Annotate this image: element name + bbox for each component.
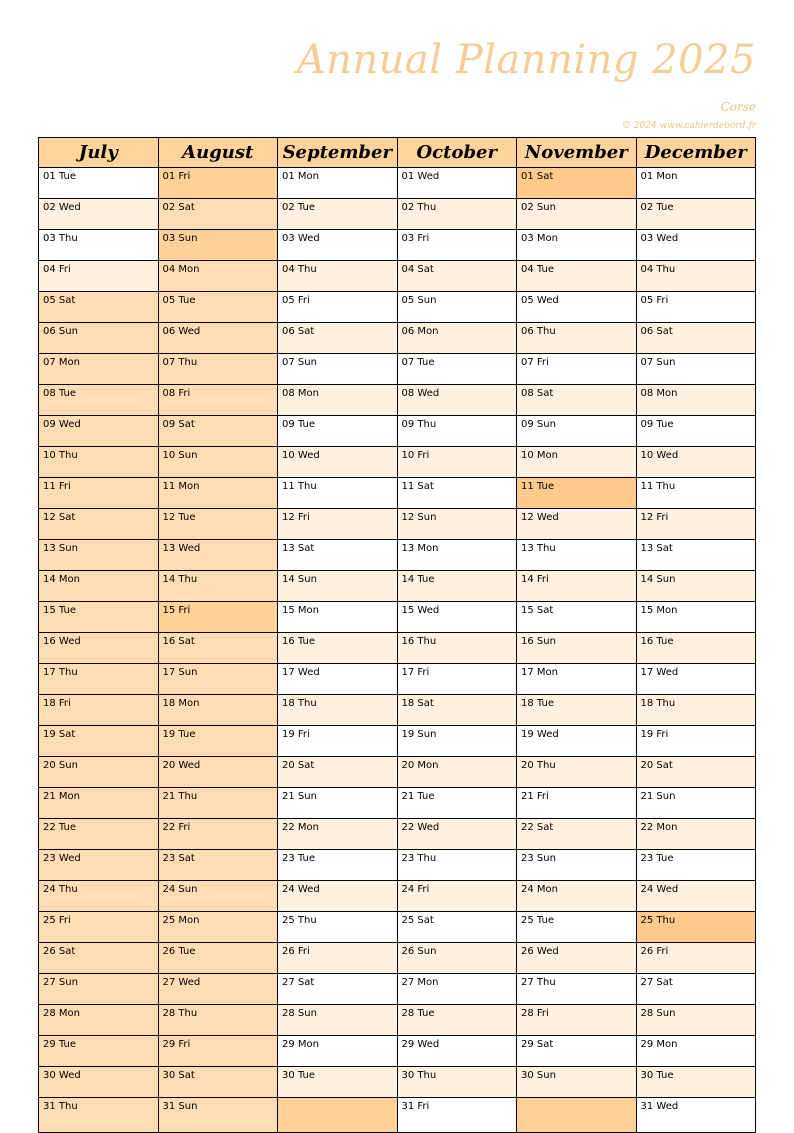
day-cell[interactable]: 05 Tue	[158, 292, 278, 323]
month-header-october: October	[397, 138, 517, 168]
day-cell[interactable]: 05 Wed	[517, 292, 637, 323]
day-cell[interactable]: 29 Sat	[517, 1036, 637, 1067]
day-row	[39, 571, 756, 602]
day-cell[interactable]: 15 Wed	[397, 602, 517, 633]
day-row	[39, 354, 756, 385]
day-cell[interactable]: 20 Thu	[517, 757, 637, 788]
day-cell[interactable]: 17 Sun	[158, 664, 278, 695]
day-cell[interactable]: 26 Fri	[278, 943, 398, 974]
day-cell[interactable]: 06 Sat	[278, 323, 398, 354]
day-cell[interactable]: 02 Wed	[39, 199, 159, 230]
day-cell[interactable]: 09 Tue	[636, 416, 756, 447]
day-cell[interactable]: 24 Sun	[158, 881, 278, 912]
month-header-row	[39, 138, 756, 168]
day-row	[39, 447, 756, 478]
day-cell[interactable]: 10 Thu	[39, 447, 159, 478]
day-row	[39, 602, 756, 633]
day-cell[interactable]: 01 Tue	[39, 168, 159, 199]
day-cell[interactable]: 16 Sat	[158, 633, 278, 664]
day-cell[interactable]: 20 Mon	[397, 757, 517, 788]
day-cell[interactable]: 26 Sat	[39, 943, 159, 974]
day-cell[interactable]: 19 Sat	[39, 726, 159, 757]
day-row	[39, 726, 756, 757]
day-cell[interactable]: 06 Wed	[158, 323, 278, 354]
day-cell[interactable]: 09 Sat	[158, 416, 278, 447]
day-row	[39, 1005, 756, 1036]
day-cell[interactable]: 13 Thu	[517, 540, 637, 571]
day-cell[interactable]: 02 Sat	[158, 199, 278, 230]
day-row	[39, 1036, 756, 1067]
day-cell[interactable]: 01 Mon	[278, 168, 398, 199]
day-row	[39, 850, 756, 881]
day-cell[interactable]: 16 Wed	[39, 633, 159, 664]
day-cell[interactable]: 23 Wed	[39, 850, 159, 881]
day-cell[interactable]: 11 Thu	[636, 478, 756, 509]
day-cell[interactable]: 18 Thu	[278, 695, 398, 726]
day-cell[interactable]: 03 Mon	[517, 230, 637, 261]
day-cell[interactable]: 18 Mon	[158, 695, 278, 726]
day-cell[interactable]: 12 Sun	[397, 509, 517, 540]
day-cell[interactable]: 24 Fri	[397, 881, 517, 912]
day-cell[interactable]: 12 Tue	[158, 509, 278, 540]
day-cell[interactable]: 18 Sat	[397, 695, 517, 726]
day-cell[interactable]: 26 Sun	[397, 943, 517, 974]
day-cell[interactable]: 10 Wed	[278, 447, 398, 478]
day-cell[interactable]: 26 Wed	[517, 943, 637, 974]
day-cell[interactable]: 02 Thu	[397, 199, 517, 230]
day-row	[39, 323, 756, 354]
day-row	[39, 664, 756, 695]
day-cell[interactable]: 06 Mon	[397, 323, 517, 354]
day-cell[interactable]: 31 Sun	[158, 1098, 278, 1133]
day-cell[interactable]: 22 Tue	[39, 819, 159, 850]
day-cell[interactable]: 24 Mon	[517, 881, 637, 912]
day-cell[interactable]: 03 Sun	[158, 230, 278, 261]
day-cell[interactable]: 09 Tue	[278, 416, 398, 447]
day-row	[39, 943, 756, 974]
month-header-july: July	[39, 138, 159, 168]
day-cell[interactable]: 01 Mon	[636, 168, 756, 199]
day-cell[interactable]: 17 Wed	[278, 664, 398, 695]
day-cell[interactable]: 26 Fri	[636, 943, 756, 974]
day-cell[interactable]: 09 Sun	[517, 416, 637, 447]
day-cell[interactable]	[278, 1098, 398, 1133]
day-cell[interactable]: 04 Thu	[636, 261, 756, 292]
day-cell[interactable]: 20 Sat	[636, 757, 756, 788]
day-cell[interactable]: 24 Thu	[39, 881, 159, 912]
day-cell[interactable]: 08 Fri	[158, 385, 278, 416]
day-cell[interactable]: 11 Fri	[39, 478, 159, 509]
day-row	[39, 912, 756, 943]
day-cell[interactable]: 11 Thu	[278, 478, 398, 509]
day-cell[interactable]: 02 Tue	[636, 199, 756, 230]
day-cell[interactable]: 18 Thu	[636, 695, 756, 726]
day-cell[interactable]: 30 Thu	[397, 1067, 517, 1098]
day-cell[interactable]: 30 Tue	[278, 1067, 398, 1098]
calendar-body	[39, 168, 756, 1133]
day-cell[interactable]: 28 Fri	[517, 1005, 637, 1036]
day-cell[interactable]: 16 Tue	[278, 633, 398, 664]
day-cell[interactable]: 03 Wed	[636, 230, 756, 261]
day-cell[interactable]: 25 Thu	[636, 912, 756, 943]
day-cell[interactable]: 08 Mon	[636, 385, 756, 416]
day-cell[interactable]: 30 Wed	[39, 1067, 159, 1098]
day-cell[interactable]: 15 Mon	[636, 602, 756, 633]
day-cell[interactable]: 15 Mon	[278, 602, 398, 633]
day-row	[39, 230, 756, 261]
day-cell[interactable]: 22 Mon	[636, 819, 756, 850]
day-cell[interactable]: 18 Tue	[517, 695, 637, 726]
day-cell[interactable]: 22 Fri	[158, 819, 278, 850]
day-cell[interactable]: 13 Sun	[39, 540, 159, 571]
day-row	[39, 633, 756, 664]
day-row	[39, 695, 756, 726]
day-cell[interactable]: 17 Wed	[636, 664, 756, 695]
day-cell[interactable]: 23 Tue	[278, 850, 398, 881]
day-row	[39, 199, 756, 230]
day-row	[39, 540, 756, 571]
day-row	[39, 168, 756, 199]
day-cell[interactable]: 25 Sat	[397, 912, 517, 943]
day-row	[39, 416, 756, 447]
day-cell[interactable]: 11 Tue	[517, 478, 637, 509]
day-cell[interactable]: 15 Sat	[517, 602, 637, 633]
day-cell[interactable]: 06 Sun	[39, 323, 159, 354]
day-cell[interactable]: 27 Thu	[517, 974, 637, 1005]
day-cell[interactable]: 08 Sat	[517, 385, 637, 416]
day-cell[interactable]: 13 Mon	[397, 540, 517, 571]
day-cell[interactable]: 07 Tue	[397, 354, 517, 385]
day-cell[interactable]: 17 Thu	[39, 664, 159, 695]
day-cell[interactable]: 10 Wed	[636, 447, 756, 478]
day-cell[interactable]: 23 Sat	[158, 850, 278, 881]
day-cell[interactable]: 25 Mon	[158, 912, 278, 943]
day-cell[interactable]: 27 Sat	[278, 974, 398, 1005]
day-cell[interactable]: 29 Tue	[39, 1036, 159, 1067]
day-cell[interactable]: 25 Tue	[517, 912, 637, 943]
day-cell[interactable]: 29 Wed	[397, 1036, 517, 1067]
day-cell[interactable]: 24 Wed	[278, 881, 398, 912]
month-header-november: November	[517, 138, 637, 168]
day-cell[interactable]: 05 Fri	[636, 292, 756, 323]
page-subtitle: Corse	[720, 100, 756, 114]
day-cell[interactable]: 28 Sun	[636, 1005, 756, 1036]
day-cell[interactable]: 04 Sat	[397, 261, 517, 292]
day-row	[39, 974, 756, 1005]
day-cell[interactable]: 12 Fri	[636, 509, 756, 540]
day-cell[interactable]: 28 Thu	[158, 1005, 278, 1036]
day-cell[interactable]: 09 Wed	[39, 416, 159, 447]
day-cell[interactable]: 05 Fri	[278, 292, 398, 323]
day-cell[interactable]: 15 Fri	[158, 602, 278, 633]
day-cell[interactable]: 06 Sat	[636, 323, 756, 354]
day-cell[interactable]: 21 Sun	[278, 788, 398, 819]
day-cell[interactable]: 11 Mon	[158, 478, 278, 509]
day-cell[interactable]: 14 Sun	[278, 571, 398, 602]
day-cell[interactable]: 10 Sun	[158, 447, 278, 478]
day-cell[interactable]: 21 Tue	[397, 788, 517, 819]
day-cell[interactable]: 03 Fri	[397, 230, 517, 261]
day-cell[interactable]: 19 Fri	[636, 726, 756, 757]
day-cell[interactable]: 23 Tue	[636, 850, 756, 881]
day-cell[interactable]: 27 Mon	[397, 974, 517, 1005]
day-cell[interactable]: 12 Fri	[278, 509, 398, 540]
day-cell[interactable]: 10 Fri	[397, 447, 517, 478]
day-cell[interactable]: 02 Sun	[517, 199, 637, 230]
day-cell[interactable]: 17 Fri	[397, 664, 517, 695]
day-cell[interactable]: 21 Mon	[39, 788, 159, 819]
day-row	[39, 292, 756, 323]
day-row	[39, 788, 756, 819]
day-cell[interactable]: 01 Wed	[397, 168, 517, 199]
day-cell[interactable]: 27 Sun	[39, 974, 159, 1005]
day-cell[interactable]: 01 Sat	[517, 168, 637, 199]
annual-calendar-table	[38, 137, 756, 1133]
day-cell[interactable]: 08 Wed	[397, 385, 517, 416]
day-cell[interactable]: 04 Fri	[39, 261, 159, 292]
day-cell[interactable]: 28 Mon	[39, 1005, 159, 1036]
day-cell[interactable]: 14 Fri	[517, 571, 637, 602]
day-cell[interactable]: 21 Fri	[517, 788, 637, 819]
day-cell[interactable]: 08 Mon	[278, 385, 398, 416]
copyright-credit: © 2024 www.cahierdebord.fr	[621, 121, 756, 131]
day-cell[interactable]: 27 Wed	[158, 974, 278, 1005]
day-cell[interactable]: 20 Sat	[278, 757, 398, 788]
day-row	[39, 478, 756, 509]
day-cell[interactable]: 12 Wed	[517, 509, 637, 540]
day-cell[interactable]: 22 Wed	[397, 819, 517, 850]
day-row	[39, 757, 756, 788]
day-cell[interactable]: 12 Sat	[39, 509, 159, 540]
day-cell[interactable]: 29 Fri	[158, 1036, 278, 1067]
day-cell[interactable]: 21 Thu	[158, 788, 278, 819]
day-cell[interactable]: 31 Fri	[397, 1098, 517, 1133]
day-cell[interactable]: 01 Fri	[158, 168, 278, 199]
day-cell[interactable]: 25 Fri	[39, 912, 159, 943]
day-cell[interactable]: 04 Mon	[158, 261, 278, 292]
day-cell[interactable]: 10 Mon	[517, 447, 637, 478]
day-row	[39, 261, 756, 292]
day-cell[interactable]: 19 Tue	[158, 726, 278, 757]
day-row	[39, 819, 756, 850]
day-cell[interactable]: 06 Thu	[517, 323, 637, 354]
day-cell[interactable]: 07 Sun	[278, 354, 398, 385]
month-header-august: August	[158, 138, 278, 168]
day-cell[interactable]: 19 Fri	[278, 726, 398, 757]
day-cell[interactable]: 23 Sun	[517, 850, 637, 881]
day-cell[interactable]: 04 Tue	[517, 261, 637, 292]
day-cell[interactable]: 28 Sun	[278, 1005, 398, 1036]
day-cell[interactable]: 07 Sun	[636, 354, 756, 385]
day-cell[interactable]: 08 Tue	[39, 385, 159, 416]
day-cell[interactable]: 16 Tue	[636, 633, 756, 664]
day-cell[interactable]: 30 Sun	[517, 1067, 637, 1098]
day-cell[interactable]: 22 Sat	[517, 819, 637, 850]
day-cell[interactable]: 14 Sun	[636, 571, 756, 602]
day-cell[interactable]: 19 Sun	[397, 726, 517, 757]
day-cell[interactable]: 31 Wed	[636, 1098, 756, 1133]
day-cell[interactable]: 05 Sat	[39, 292, 159, 323]
month-header-september: September	[278, 138, 398, 168]
day-cell[interactable]: 13 Sat	[278, 540, 398, 571]
day-cell[interactable]: 30 Tue	[636, 1067, 756, 1098]
day-cell[interactable]: 28 Tue	[397, 1005, 517, 1036]
day-cell[interactable]: 07 Mon	[39, 354, 159, 385]
day-cell[interactable]: 20 Wed	[158, 757, 278, 788]
day-cell[interactable]: 14 Mon	[39, 571, 159, 602]
day-cell[interactable]: 13 Wed	[158, 540, 278, 571]
day-cell[interactable]: 03 Thu	[39, 230, 159, 261]
day-cell[interactable]: 03 Wed	[278, 230, 398, 261]
day-cell[interactable]: 16 Thu	[397, 633, 517, 664]
day-cell[interactable]: 24 Wed	[636, 881, 756, 912]
day-cell[interactable]: 21 Sun	[636, 788, 756, 819]
day-cell[interactable]: 26 Tue	[158, 943, 278, 974]
day-row	[39, 1098, 756, 1133]
day-cell[interactable]: 15 Tue	[39, 602, 159, 633]
day-cell[interactable]	[517, 1098, 637, 1133]
day-cell[interactable]: 20 Sun	[39, 757, 159, 788]
day-cell[interactable]: 07 Fri	[517, 354, 637, 385]
day-cell[interactable]: 05 Sun	[397, 292, 517, 323]
day-cell[interactable]: 02 Tue	[278, 199, 398, 230]
day-cell[interactable]: 23 Thu	[397, 850, 517, 881]
day-cell[interactable]: 07 Thu	[158, 354, 278, 385]
day-cell[interactable]: 30 Sat	[158, 1067, 278, 1098]
day-cell[interactable]: 13 Sat	[636, 540, 756, 571]
day-cell[interactable]: 11 Sat	[397, 478, 517, 509]
day-cell[interactable]: 14 Thu	[158, 571, 278, 602]
page-title: Annual Planning 2025	[296, 37, 756, 83]
day-cell[interactable]: 09 Thu	[397, 416, 517, 447]
day-cell[interactable]: 25 Thu	[278, 912, 398, 943]
day-cell[interactable]: 22 Mon	[278, 819, 398, 850]
day-cell[interactable]: 29 Mon	[278, 1036, 398, 1067]
day-cell[interactable]: 04 Thu	[278, 261, 398, 292]
day-row	[39, 509, 756, 540]
day-cell[interactable]: 27 Sat	[636, 974, 756, 1005]
day-cell[interactable]: 18 Fri	[39, 695, 159, 726]
day-cell[interactable]: 29 Mon	[636, 1036, 756, 1067]
day-cell[interactable]: 31 Thu	[39, 1098, 159, 1133]
day-row	[39, 1067, 756, 1098]
day-row	[39, 385, 756, 416]
day-cell[interactable]: 17 Mon	[517, 664, 637, 695]
day-cell[interactable]: 14 Tue	[397, 571, 517, 602]
day-cell[interactable]: 19 Wed	[517, 726, 637, 757]
day-row	[39, 881, 756, 912]
month-header-december: December	[636, 138, 756, 168]
day-cell[interactable]: 16 Sun	[517, 633, 637, 664]
